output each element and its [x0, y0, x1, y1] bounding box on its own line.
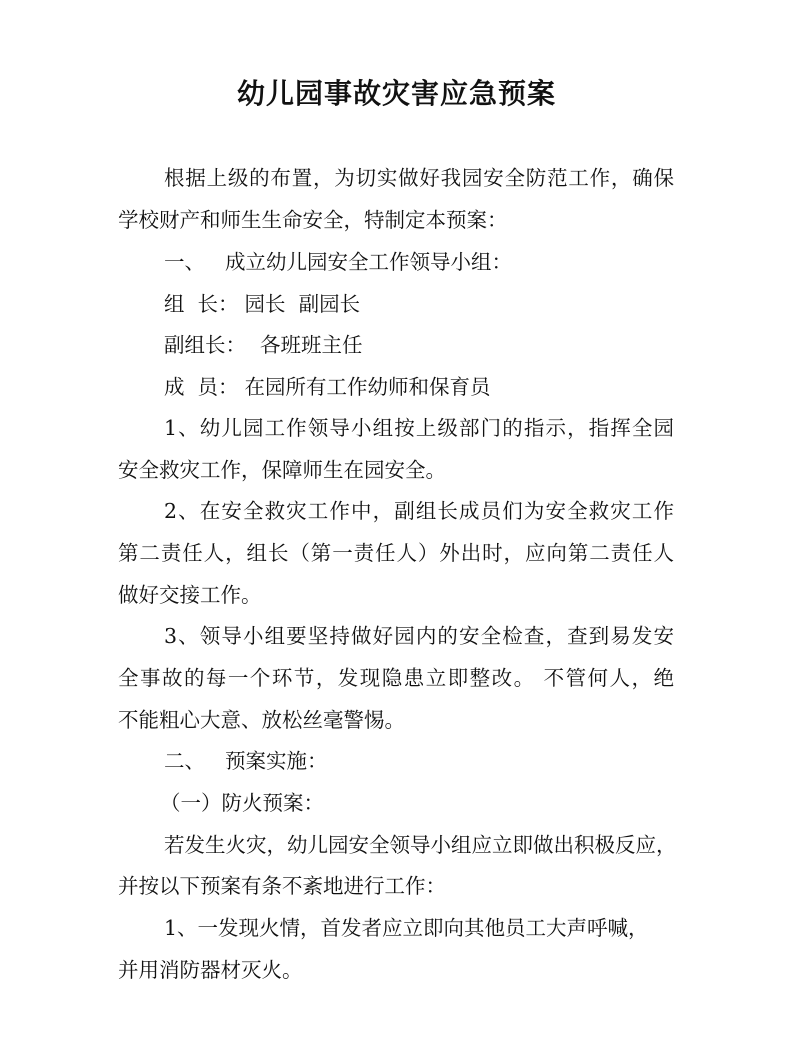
section-1-heading	[164, 248, 512, 276]
deputy-row	[164, 331, 363, 359]
item-3-line-1: 3、领导小组要坚持做好园内的安全检查，查到易发安	[164, 624, 674, 648]
item-2-line-2: 第二责任人，组长（第一责任人）外出时，应向第二责任人	[118, 541, 674, 565]
fire-item-1-line-2: 并用消防器材灭火。	[118, 958, 303, 982]
item-2-line-3: 做好交接工作。	[118, 583, 262, 607]
item-1-line-1: 1、幼儿园工作领导小组按上级部门的指示，指挥全园	[164, 416, 674, 440]
subsection-1-heading: （一）防火预案：	[160, 791, 324, 815]
item-2-line-1: 2、在安全救灾工作中，副组长成员们为安全救灾工作	[164, 499, 674, 523]
section-1-number: 一、	[164, 250, 205, 274]
section-1-title: 成立幼儿园安全工作领导小组：	[225, 250, 512, 274]
members-value: 在园所有工作幼师和保育员	[244, 375, 491, 399]
item-1-line-2: 安全救灾工作，保障师生在园安全。	[118, 458, 446, 482]
fire-item-1-line-1: 1、一发现火情，首发者应立即向其他员工大声呼喊，	[164, 916, 649, 940]
deputy-label: 副组长：	[164, 333, 246, 357]
members-row	[164, 373, 491, 401]
item-3-line-3: 不能粗心大意、放松丝毫警惕。	[118, 708, 405, 732]
section-2-title: 预案实施：	[225, 749, 328, 773]
leader-row	[164, 290, 360, 318]
section-2-heading	[164, 747, 328, 775]
fire-intro-line-2: 并按以下预案有条不紊地进行工作：	[118, 874, 446, 898]
leader-value: 园长 副园长	[244, 292, 361, 316]
deputy-value: 各班班主任	[260, 333, 363, 357]
section-2-number: 二、	[164, 749, 205, 773]
leader-label: 组 长：	[164, 292, 239, 316]
members-label: 成 员：	[164, 375, 239, 399]
intro-line-1: 根据上级的布置，为切实做好我园安全防范工作，确保	[164, 166, 674, 190]
document-title: 幼儿园事故灾害应急预案	[236, 77, 556, 110]
fire-intro-line-1: 若发生火灾，幼儿园安全领导小组应立即做出积极反应，	[164, 833, 677, 857]
item-3-line-2: 全事故的每一个环节，发现隐患立即整改。 不管何人，绝	[118, 666, 674, 690]
intro-line-2: 学校财产和师生生命安全，特制定本预案：	[118, 208, 508, 232]
